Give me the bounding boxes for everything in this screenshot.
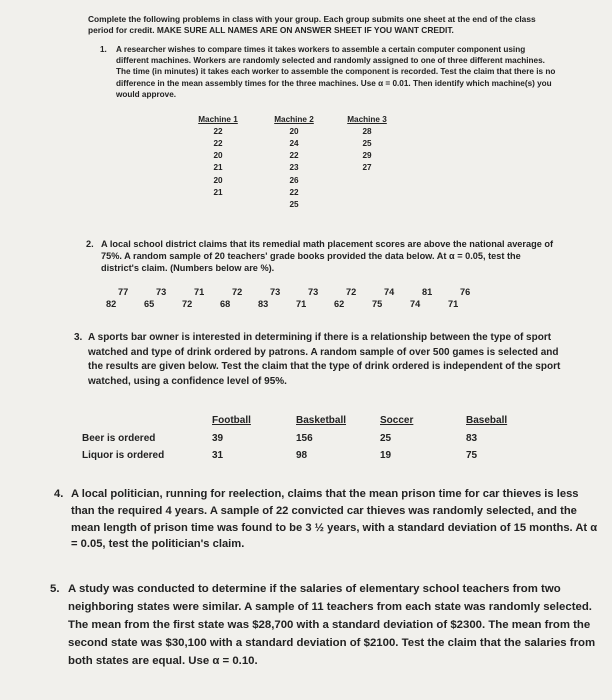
machine-times-table (185, 113, 397, 211)
col-header-basketball: Basketball (296, 415, 347, 427)
table-cell: 31 (212, 450, 224, 462)
col-header-machine-1: Machine 1 (198, 114, 238, 124)
score-value: 72 (232, 287, 243, 297)
problem-3-number: 3. (74, 332, 83, 343)
problem-5 (50, 580, 602, 670)
score-value: 76 (460, 287, 471, 297)
table-cell: 20 (213, 175, 223, 185)
table-row (185, 174, 397, 186)
table-cell: 83 (466, 432, 478, 444)
contingency-table (82, 412, 526, 465)
problem-2-text: A local school district claims that its remedial math placement scores are above the national average of 75%. A random sample of 20 teachers' grade books provided the data below. At α = 0.05, test the district's claim. (Numbers below are %). (101, 239, 554, 273)
table-cell: 75 (466, 450, 478, 462)
table-row (185, 186, 397, 198)
table-cell: 20 (213, 151, 223, 161)
table-cell: 22 (289, 187, 299, 197)
table-cell: 28 (362, 126, 372, 136)
score-row-1 (118, 287, 498, 297)
problem-4 (54, 486, 602, 553)
problem-3 (74, 331, 562, 389)
table-row (185, 198, 397, 210)
table-cell: 25 (380, 432, 392, 444)
table-cell: 25 (289, 199, 299, 209)
score-value: 77 (118, 287, 129, 297)
table-row (185, 137, 397, 149)
table-row (185, 162, 397, 174)
table-cell: 29 (362, 151, 372, 161)
score-value: 75 (372, 299, 383, 309)
row-label: Beer is ordered (82, 432, 156, 444)
table-cell: 23 (289, 163, 299, 173)
table-cell: 19 (380, 450, 392, 462)
score-row-2 (106, 299, 486, 309)
score-value: 62 (334, 299, 345, 309)
col-header-football: Football (212, 415, 251, 427)
table-cell: 26 (289, 175, 299, 185)
table-cell: 20 (289, 126, 299, 136)
score-value: 72 (346, 287, 357, 297)
score-value: 71 (194, 287, 205, 297)
table-cell: 25 (362, 138, 372, 148)
problem-5-text: A study was conducted to determine if the salaries of elementary school teachers from two neighboring states were similar. A sample of 11 teachers from each state was randomly selected. The mean from the first state was $28,700 with a standard deviation of $2300. The mean from the second state was $30,100 with a standard deviation of $2100. Test the claim that the salaries from both states are equal. Use α = 0.10. (68, 583, 596, 667)
score-value: 71 (448, 299, 459, 309)
score-value: 83 (258, 299, 269, 309)
table-cell (337, 186, 397, 198)
score-value: 81 (422, 287, 433, 297)
score-value: 73 (308, 287, 319, 297)
table-cell: 22 (289, 151, 299, 161)
table-cell (185, 198, 251, 210)
score-value: 65 (144, 299, 155, 309)
table-row (82, 447, 526, 465)
problem-1-text: A researcher wishes to compare times it takes workers to assemble a certain computer component using different machines. Workers are randomly selected and randomly assigned to one of three different machines. The time (in minutes) it takes each worker to assemble the component is recorded. Test the claim that there is no difference in the mean assembly times for the three machines. Use α = 0.01. Then identify which machine(s) you would approve. (116, 45, 556, 99)
problem-4-number: 4. (54, 488, 64, 500)
score-value: 73 (270, 287, 281, 297)
score-value: 73 (156, 287, 167, 297)
problem-5-number: 5. (50, 583, 60, 595)
problem-1-number: 1. (100, 45, 107, 54)
table-cell: 22 (213, 126, 223, 136)
col-header-soccer: Soccer (380, 415, 414, 427)
row-label: Liquor is ordered (82, 450, 165, 462)
table-cell (337, 174, 397, 186)
col-header-baseball: Baseball (466, 415, 508, 427)
score-value: 72 (182, 299, 193, 309)
problem-1 (100, 44, 560, 100)
table-row (82, 430, 526, 448)
table-cell: 156 (296, 432, 313, 444)
table-cell: 98 (296, 450, 308, 462)
table-cell (337, 198, 397, 210)
score-value: 74 (410, 299, 421, 309)
table-cell: 21 (213, 163, 223, 173)
instructions-header: Complete the following problems in class with your group. Each group submits one sheet at the end of the class period for credit. MAKE SURE ALL NAMES ARE ON ANSWER SHEET IF YOU WANT CREDIT. (88, 14, 536, 35)
score-value: 82 (106, 299, 117, 309)
table-cell: 21 (213, 187, 223, 197)
score-value: 71 (296, 299, 307, 309)
table-cell: 39 (212, 432, 224, 444)
col-header-machine-3: Machine 3 (347, 114, 387, 124)
problem-2 (86, 238, 556, 274)
score-value: 74 (384, 287, 395, 297)
problem-2-number: 2. (86, 239, 94, 249)
table-row (185, 150, 397, 162)
table-cell: 22 (213, 138, 223, 148)
table-row (185, 125, 397, 137)
problem-3-text: A sports bar owner is interested in determining if there is a relationship between the type of sport watched and type of drink ordered by patrons. A random sample of over 500 games is selected and the results are given below. Test the claim that the type of drink ordered is independent of the sport watched, using a confidence level of 95%. (88, 332, 561, 387)
problem-4-text: A local politician, running for reelection, claims that the mean prison time for car thieves is less than the required 4 years. A sample of 22 convicted car thieves was randomly selected, and the mean length of prison time was found to be 3 ½ years, with a standard deviation of 15 months. At α = 0.05, test the politician's claim. (71, 488, 598, 551)
col-header-machine-2: Machine 2 (274, 114, 314, 124)
table-header-row (82, 412, 526, 430)
row-label-header (82, 412, 212, 430)
table-header-row (185, 113, 397, 125)
table-cell: 27 (362, 163, 372, 173)
table-cell: 24 (289, 138, 299, 148)
score-value: 68 (220, 299, 231, 309)
